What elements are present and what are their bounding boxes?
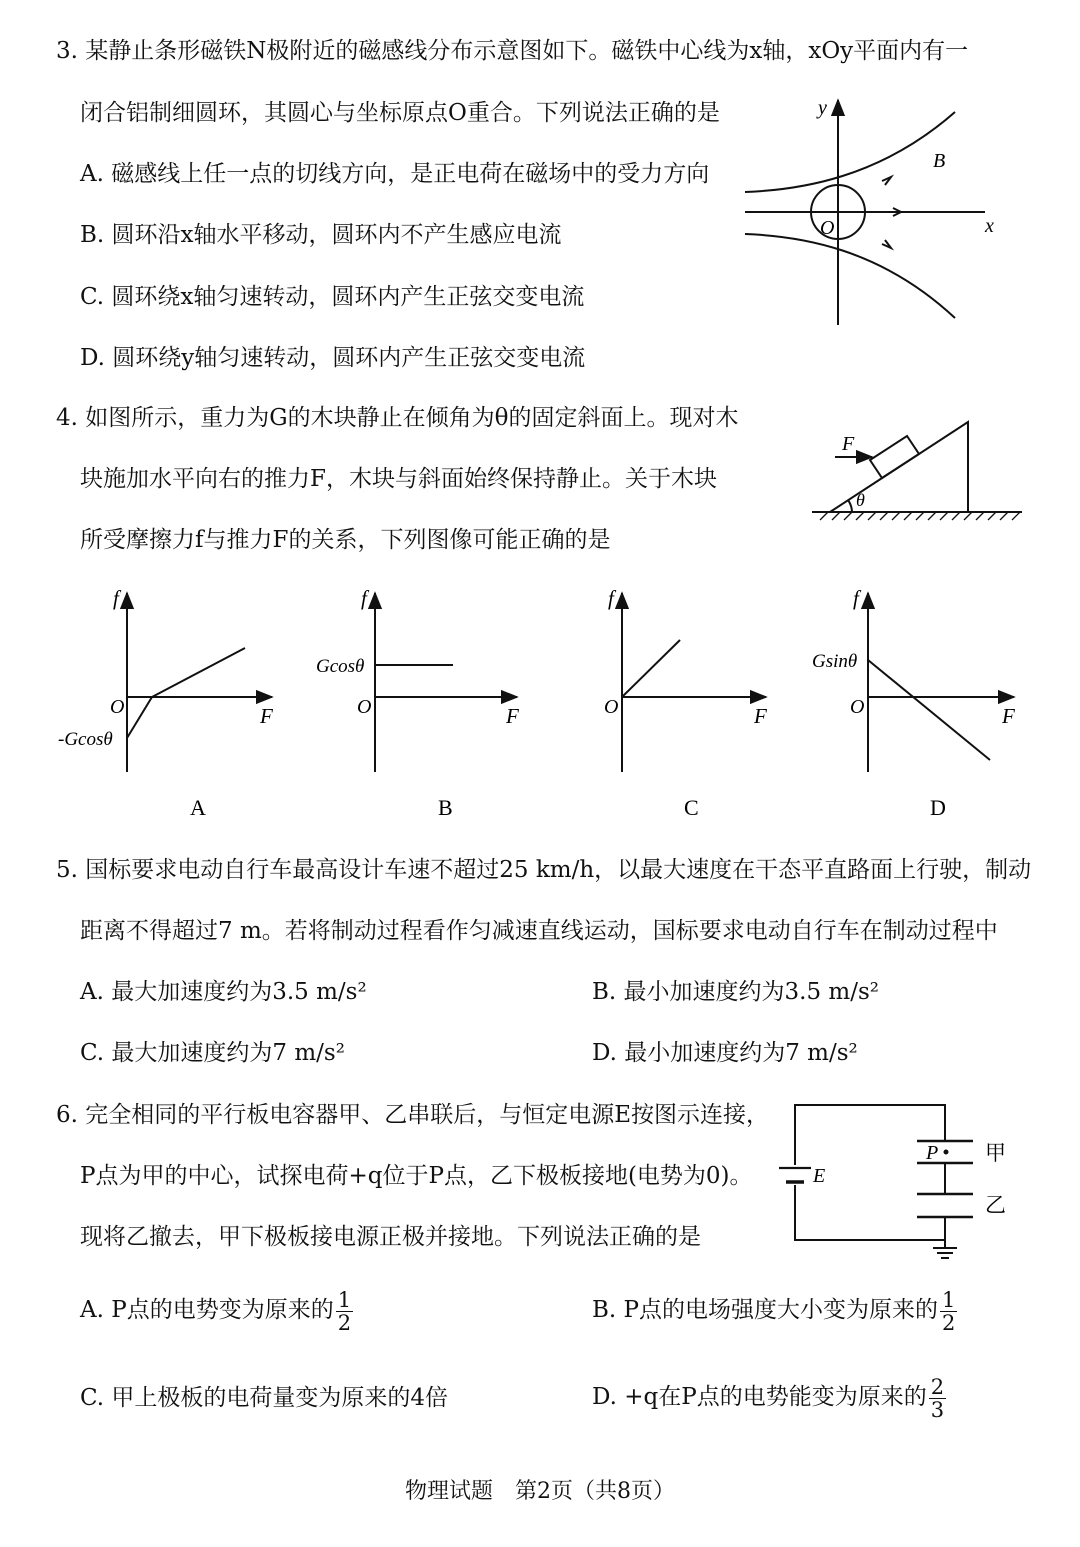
graph-c-line: [622, 640, 680, 697]
q3-option-b: B. 圆环沿x轴水平移动，圆环内不产生感应电流: [80, 222, 562, 248]
graph-d-marker: Gsinθ: [812, 651, 858, 672]
q6-option-b: B. P点的电场强度大小变为原来的 $\frac{1}{2}$: [592, 1287, 956, 1335]
page-footer: 物理试题 第2页（共8页）: [405, 1479, 675, 1504]
graph-c-caption: C: [684, 795, 699, 820]
fig-angle-label: θ: [856, 490, 865, 510]
fraction: $\frac{1}{2}$: [942, 1287, 956, 1335]
fig-cap-jia-label: 甲: [985, 1141, 1006, 1165]
graph-c-y-label: f: [608, 586, 614, 610]
q6-stem-line3: 现将乙撤去，甲下极板接电源正极并接地。下列说法正确的是: [80, 1224, 701, 1250]
graph-b: [375, 593, 517, 772]
fig-point-label: P: [926, 1142, 939, 1164]
graph-b-origin: O: [357, 696, 372, 718]
wire-top: [795, 1105, 945, 1165]
field-arrow-upper-icon: [882, 177, 891, 185]
graph-a-x-label: F: [260, 704, 273, 728]
q3-option-d: D. 圆环绕y轴匀速转动，圆环内产生正弦交变电流: [80, 345, 586, 371]
fig-cap-yi-label: 乙: [985, 1193, 1006, 1217]
angle-arc: [848, 500, 852, 512]
graph-b-caption: B: [438, 795, 453, 820]
q5-stem-line1: 5. 国标要求电动自行车最高设计车速不超过25 km/h，以最大速度在干态平直路面上行驶，制动: [56, 857, 1032, 883]
fig-x-label: x: [985, 215, 994, 237]
q6-stem-line1: 6. 完全相同的平行板电容器甲、乙串联后，与恒定电源E按图示连接，: [56, 1102, 770, 1128]
fig-field-label: B: [933, 150, 946, 172]
ground-hatching: [820, 512, 1020, 520]
q3-option-c: C. 圆环绕x轴匀速转动，圆环内产生正弦交变电流: [80, 284, 585, 310]
graph-a-caption: A: [190, 795, 206, 820]
q4-stem-line3: 所受摩擦力f与推力F的关系，下列图像可能正确的是: [80, 527, 611, 553]
graph-a-marker: -Gcosθ: [58, 729, 113, 750]
field-arrow-lower-icon: [882, 240, 891, 248]
field-line-upper: [745, 112, 955, 192]
fig-y-label: y: [818, 97, 827, 119]
graph-a-y-label: f: [113, 586, 119, 610]
q5-option-b: B. 最小加速度约为3.5 m/s²: [592, 979, 879, 1005]
q6-option-d: D. +q在P点的电势能变为原来的 $\frac{2}{3}$: [592, 1374, 945, 1422]
graph-d-x-label: F: [1002, 704, 1015, 728]
graph-c-origin: O: [604, 696, 619, 718]
graph-b-x-label: F: [506, 704, 519, 728]
q3-stem-line1: 3. 某静止条形磁铁N极附近的磁感线分布示意图如下。磁铁中心线为x轴，xOy平面内有一: [56, 38, 969, 64]
q5-option-c: C. 最大加速度约为7 m/s²: [80, 1040, 345, 1066]
q5-option-d: D. 最小加速度约为7 m/s²: [592, 1040, 858, 1066]
graph-a-line: [127, 648, 245, 738]
q6-stem-line2: P点为甲的中心，试探电荷+q位于P点，乙下极板接地(电势为0)。: [80, 1163, 753, 1189]
graph-b-marker: Gcosθ: [316, 656, 365, 677]
graph-d-y-label: f: [853, 586, 859, 610]
q5-option-a: A. 最大加速度约为3.5 m/s²: [80, 979, 367, 1005]
fig-origin-label: O: [820, 217, 835, 239]
fraction: $\frac{1}{2}$: [337, 1287, 352, 1335]
fraction: $\frac{2}{3}$: [930, 1374, 945, 1422]
graph-b-y-label: f: [361, 586, 367, 610]
q5-stem-line2: 距离不得超过7 m。若将制动过程看作匀减速直线运动，国标要求电动自行车在制动过程中: [80, 918, 998, 944]
q4-stem-line1: 4. 如图所示，重力为G的木块静止在倾角为θ的固定斜面上。现对木: [56, 405, 739, 431]
q4-stem-line2: 块施加水平向右的推力F，木块与斜面始终保持静止。关于木块: [80, 466, 717, 492]
graph-c-x-label: F: [754, 704, 767, 728]
q3-option-a: A. 磁感线上任一点的切线方向，是正电荷在磁场中的受力方向: [80, 161, 710, 187]
graph-c: [622, 593, 766, 772]
point-p-dot: [944, 1150, 949, 1155]
graph-a: [127, 593, 272, 772]
q6-circuit-figure: [779, 1105, 973, 1258]
wooden-block: [870, 436, 919, 478]
q6-option-c: C. 甲上极板的电荷量变为原来的4倍: [80, 1385, 449, 1411]
graph-a-origin: O: [110, 696, 125, 718]
graph-d: [868, 593, 1014, 772]
fig-source-label: E: [813, 1165, 826, 1187]
fig-force-label: F: [842, 433, 855, 455]
graph-d-line: [868, 660, 990, 760]
q6-option-a: A. P点的电势变为原来的 $\frac{1}{2}$: [80, 1287, 352, 1335]
q3-magnetic-field-figure: [745, 100, 985, 325]
graph-d-caption: D: [930, 795, 946, 820]
graph-d-origin: O: [850, 696, 865, 718]
field-line-lower: [745, 234, 955, 318]
q3-stem-line2: 闭合铝制细圆环，其圆心与坐标原点O重合。下列说法正确的是: [80, 100, 720, 126]
